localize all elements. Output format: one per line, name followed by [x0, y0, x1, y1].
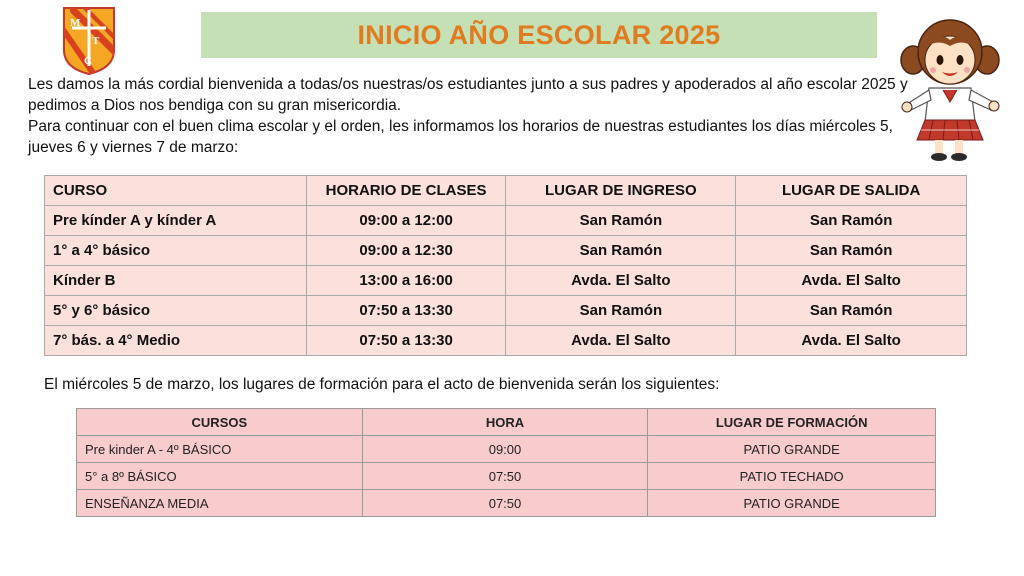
cell-horario: 07:50 a 13:30: [306, 326, 506, 356]
intro-text: [28, 74, 918, 158]
cell-ingreso: Avda. El Salto: [506, 326, 736, 356]
formation-table: [76, 408, 936, 517]
header-ingreso: LUGAR DE INGRESO: [506, 176, 736, 206]
cell-horario: 09:00 a 12:00: [306, 206, 506, 236]
cell-salida: San Ramón: [736, 296, 967, 326]
logo-letter-m: M: [70, 17, 81, 29]
cell-curso: 7° bás. a 4° Medio: [45, 326, 307, 356]
cell-cursos: Pre kinder A - 4º BÁSICO: [77, 436, 363, 463]
table-row: [45, 266, 967, 296]
cell-ingreso: Avda. El Salto: [506, 266, 736, 296]
title-banner: [201, 12, 877, 58]
table-row: [77, 490, 936, 517]
cell-curso: 5° y 6° básico: [45, 296, 307, 326]
header-curso: CURSO: [45, 176, 307, 206]
cell-ingreso: San Ramón: [506, 206, 736, 236]
header-horario: HORARIO DE CLASES: [306, 176, 506, 206]
schedule-table: [44, 175, 967, 356]
cell-hora: 07:50: [362, 490, 648, 517]
cell-horario: 07:50 a 13:30: [306, 296, 506, 326]
table-row: [45, 296, 967, 326]
cell-salida: San Ramón: [736, 236, 967, 266]
table-row: [45, 326, 967, 356]
logo-letter-t: T: [92, 35, 100, 47]
cell-curso: Pre kínder A y kínder A: [45, 206, 307, 236]
cell-curso: Kínder B: [45, 266, 307, 296]
cell-lugar: PATIO TECHADO: [648, 463, 936, 490]
header-cursos: CURSOS: [77, 409, 363, 436]
cell-salida: Avda. El Salto: [736, 266, 967, 296]
cell-cursos: 5° a 8º BÁSICO: [77, 463, 363, 490]
intro-paragraph-welcome: Les damos la más cordial bienvenida a todas/os nuestras/os estudiantes junto a sus padres y apoderados al año escolar 2025 y pedimos a Dios nos bendiga con su gran misericordia.: [28, 76, 908, 114]
table-row: [45, 206, 967, 236]
cell-salida: Avda. El Salto: [736, 326, 967, 356]
cell-lugar: PATIO GRANDE: [648, 490, 936, 517]
cell-horario: 09:00 a 12:30: [306, 236, 506, 266]
intro-paragraph-schedule: Para continuar con el buen clima escolar y el orden, les informamos los horarios de nuestras estudiantes los días miércoles 5, jueves 6 y viernes 7 de marzo:: [28, 118, 893, 156]
cell-ingreso: San Ramón: [506, 296, 736, 326]
table-row: [45, 236, 967, 266]
cell-cursos: ENSEÑANZA MEDIA: [77, 490, 363, 517]
logo-letter-c: C: [84, 55, 92, 67]
cell-hora: 07:50: [362, 463, 648, 490]
header-hora: HORA: [362, 409, 648, 436]
cell-hora: 09:00: [362, 436, 648, 463]
cell-horario: 13:00 a 16:00: [306, 266, 506, 296]
cell-ingreso: San Ramón: [506, 236, 736, 266]
cell-lugar: PATIO GRANDE: [648, 436, 936, 463]
school-logo: [62, 6, 116, 76]
cell-salida: San Ramón: [736, 206, 967, 236]
header-lugar-formacion: LUGAR DE FORMACIÓN: [648, 409, 936, 436]
table-header-row: [45, 176, 967, 206]
page-title: INICIO AÑO ESCOLAR 2025: [357, 19, 721, 50]
table-header-row: [77, 409, 936, 436]
cell-curso: 1° a 4° básico: [45, 236, 307, 266]
table-row: [77, 463, 936, 490]
formation-note: El miércoles 5 de marzo, los lugares de formación para el acto de bienvenida serán los siguientes:: [44, 376, 720, 393]
header-salida: LUGAR DE SALIDA: [736, 176, 967, 206]
table-row: [77, 436, 936, 463]
